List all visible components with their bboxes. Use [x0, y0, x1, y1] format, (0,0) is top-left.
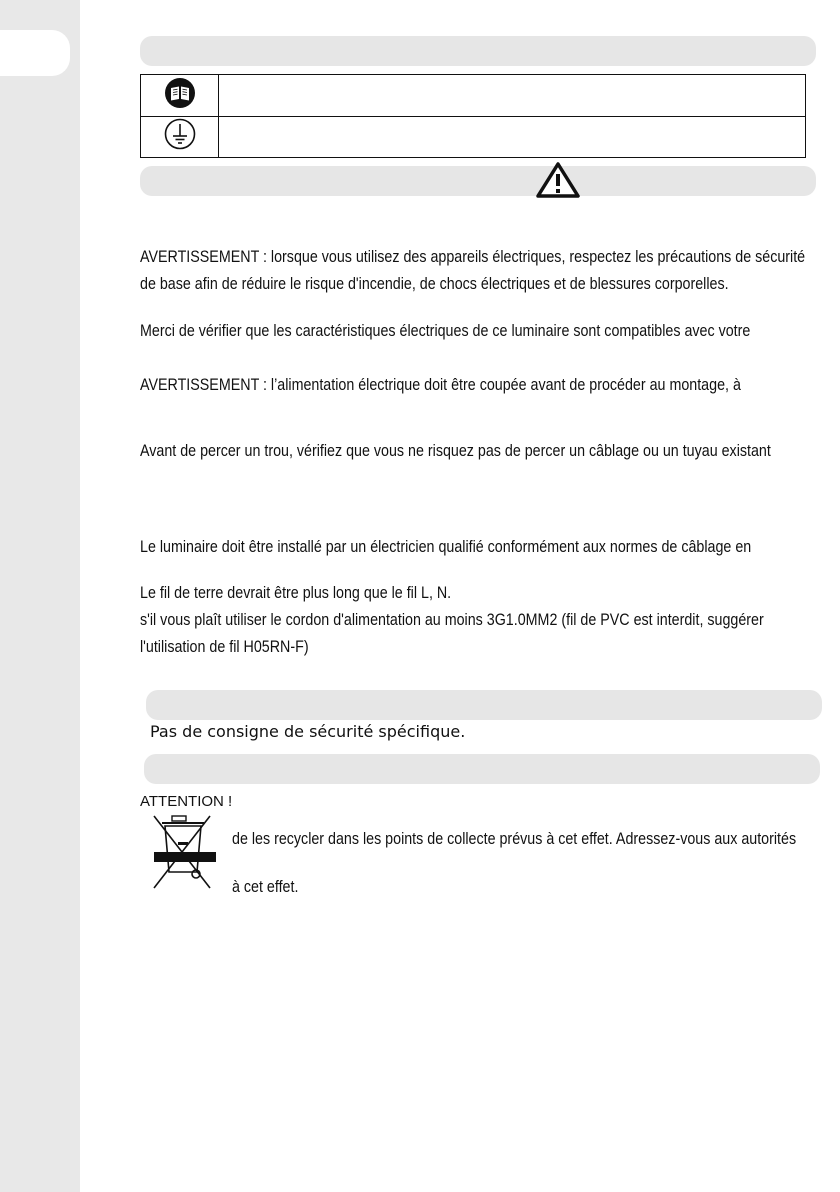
manual-book-icon — [164, 77, 196, 114]
symbols-row — [141, 116, 805, 157]
side-margin-strip — [0, 0, 80, 1192]
symbols-table — [140, 74, 806, 158]
earth-ground-icon — [164, 118, 196, 155]
section-header-bar-safety — [140, 166, 816, 196]
safety-paragraph: l'utilisation de fil H05RN-F) — [140, 637, 309, 656]
warning-triangle-icon — [536, 162, 580, 203]
section-header-bar-specific — [146, 690, 822, 720]
specific-safety-text: Pas de consigne de sécurité spécifique. — [150, 722, 466, 741]
symbol-cell — [141, 116, 219, 157]
safety-warning-paragraph: AVERTISSEMENT : l’alimentation électrique doit être coupée avant de procéder au montage, à — [140, 375, 741, 394]
safety-paragraph: Avant de percer un trou, vérifiez que vous ne risquez pas de percer un câblage ou un tuyau existant — [140, 441, 771, 460]
safety-warning-line: de base afin de réduire le risque d'incendie, de chocs électriques et de blessures corporelles. — [140, 274, 729, 293]
safety-paragraph: Le luminaire doit être installé par un électricien qualifié conformément aux normes de câblage en — [140, 537, 752, 556]
environment-text: à cet effet. — [232, 877, 299, 896]
safety-warning-line: AVERTISSEMENT : lorsque vous utilisez des appareils électriques, respectez les précautions de sécurité — [140, 247, 806, 266]
symbol-cell — [141, 75, 219, 116]
safety-paragraph: Le fil de terre devrait être plus long que le fil L, N. — [140, 583, 452, 602]
separate-collection-bar — [154, 852, 216, 862]
safety-paragraph: Merci de vérifier que les caractéristiques électriques de ce luminaire sont compatibles avec votre — [140, 321, 751, 340]
attention-label: ATTENTION ! — [140, 793, 233, 810]
section-header-bar-symbols — [140, 36, 816, 66]
symbols-row — [141, 75, 805, 117]
section-header-bar-environment — [144, 754, 820, 784]
side-page-tab — [0, 30, 70, 76]
environment-text: de les recycler dans les points de collecte prévus à cet effet. Adressez-vous aux autorités — [232, 829, 797, 848]
safety-paragraph: s'il vous plaît utiliser le cordon d'alimentation au moins 3G1.0MM2 (fil de PVC est interdit, suggérer — [140, 610, 764, 629]
